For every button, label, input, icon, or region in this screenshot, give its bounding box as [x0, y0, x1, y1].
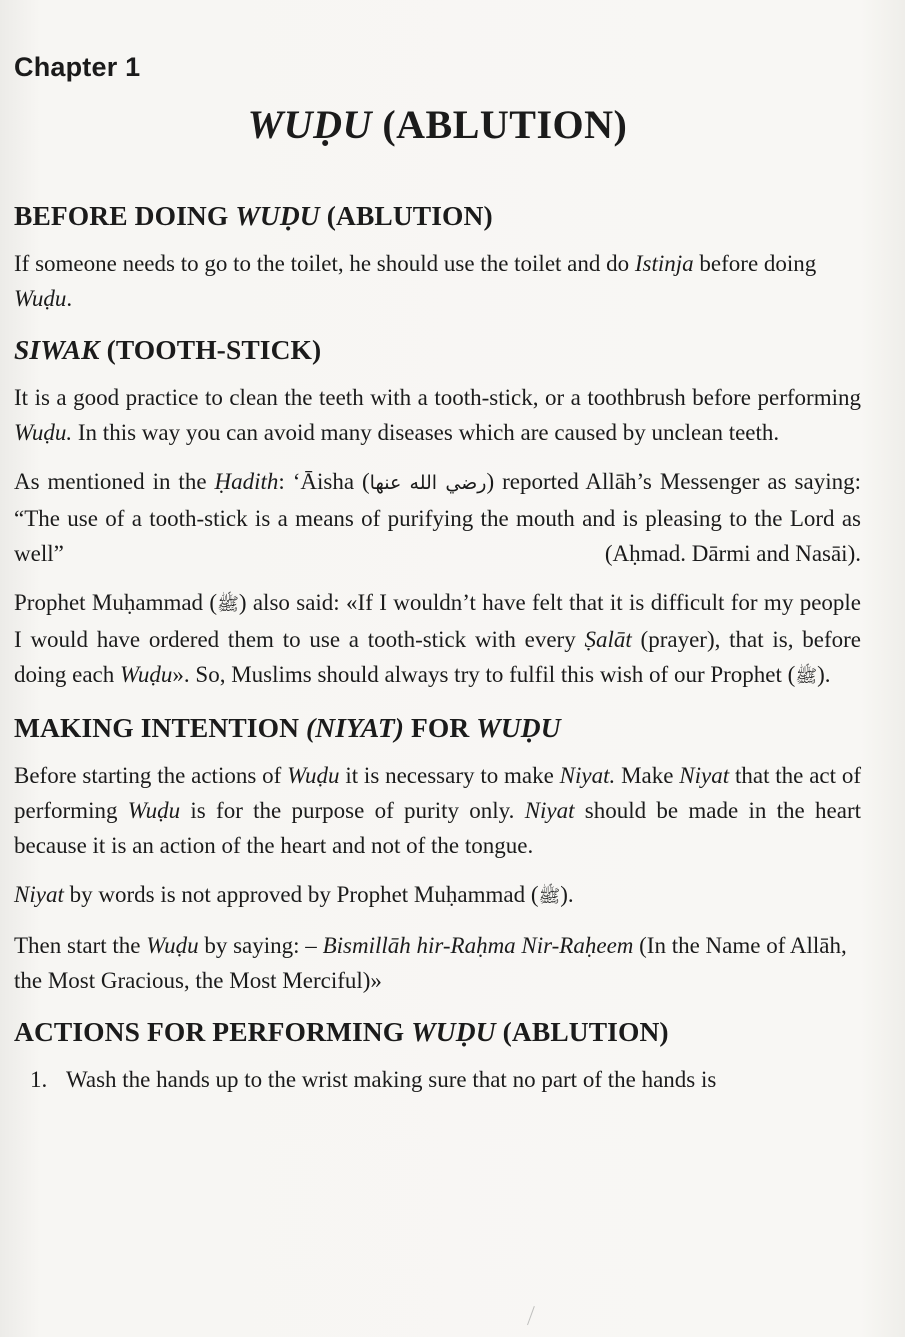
heading-before-wudu: BEFORE DOING WUḌU (ABLUTION): [14, 200, 493, 231]
paragraph-niyat-2: Niyat by words is not approved by Prophet Muḥammad (ﷺ).: [14, 882, 574, 907]
section-niyat: [14, 712, 861, 998]
list-item: 1. Wash the hands up to the wrist making sure that no part of the hands is: [30, 1067, 717, 1092]
title-rest: (ABLUTION): [371, 102, 628, 147]
pbuh-glyph: ﷺ: [795, 666, 818, 687]
title-italic: WUḌU: [247, 102, 372, 147]
pbuh-glyph: ﷺ: [217, 594, 239, 615]
heading-siwak: SIWAK (TOOTH-STICK): [14, 334, 322, 365]
pbuh-glyph: ﷺ: [538, 886, 561, 907]
arabic-honorific: رضي الله عنها: [369, 472, 487, 494]
paragraph-before-wudu: If someone needs to go to the toilet, he should use the toilet and do Istinja before doing Wuḍu.: [14, 251, 817, 311]
section-before-wudu: [14, 200, 861, 316]
pencil-mark: [527, 1306, 548, 1330]
paragraph-siwak-hadith: As mentioned in the Ḥadith: ‘Āisha (رضي الله عنها) reported Allāh’s Messenger as saying: “The use of a tooth-stick is a means of purifying the mouth and is pleasing to the Lord as well” (Aḥmad. Dārmi and Nasāi).: [14, 464, 861, 571]
paragraph-siwak-prophet: Prophet Muḥammad (ﷺ) also said: «If I wouldn’t have felt that it is difficult for my people I would have ordered them to use a tooth-stick with every Ṣalāt (prayer), that is, before doing each Wuḍu». So, Muslims should always try to fulfil this wish of our Prophet (ﷺ).: [14, 590, 862, 687]
actions-list: [14, 1062, 861, 1097]
paragraph-niyat-1: Before starting the actions of Wuḍu it is necessary to make Niyat. Make Niyat that the act of performing Wuḍu is for the purpose of purity only. Niyat should be made in the heart because it is an action of the heart and not of the tongue.: [14, 763, 862, 858]
section-actions: [14, 1016, 861, 1097]
paragraph-siwak-1: It is a good practice to clean the teeth with a tooth-stick, or a toothbrush before performing Wuḍu. In this way you can avoid many diseases which are caused by unclean teeth.: [14, 385, 861, 445]
paragraph-niyat-3: Then start the Wuḍu by saying: – Bismillāh hir-Raḥma Nir-Raḥeem (In the Name of Allāh, the Most Gracious, the Most Merciful)»: [14, 933, 847, 993]
section-siwak: [14, 334, 861, 694]
hadith-reference: (Aḥmad. Dārmi and Nasāi).: [604, 541, 861, 566]
chapter-label: Chapter 1: [14, 52, 141, 82]
heading-actions: ACTIONS FOR PERFORMING WUḌU (ABLUTION): [14, 1016, 669, 1047]
page-title: [14, 101, 861, 148]
heading-niyat: MAKING INTENTION (NIYAT) FOR WUḌU: [14, 712, 561, 743]
